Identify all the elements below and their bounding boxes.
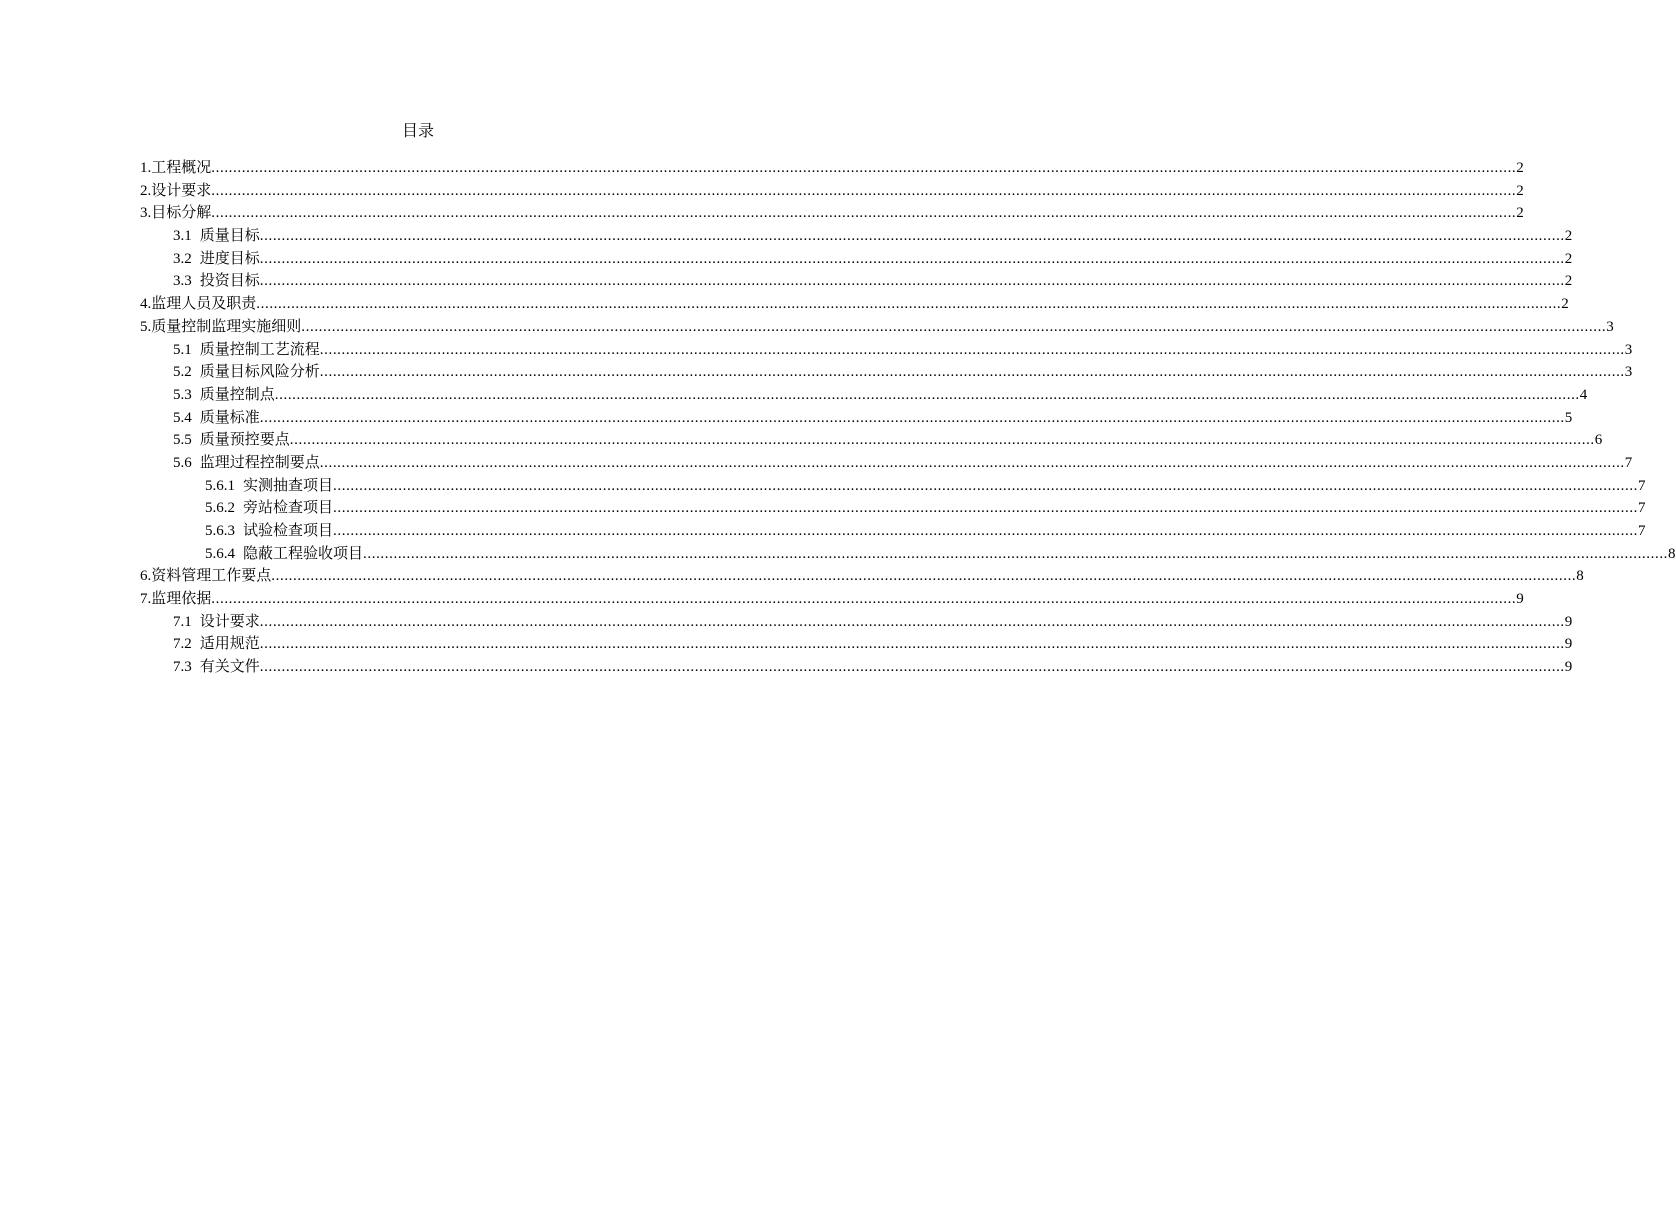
toc-entry[interactable] — [140, 293, 1569, 316]
toc-entry-page-number: 8 — [1576, 568, 1584, 585]
toc-entry-number: 3.1 — [173, 228, 192, 245]
toc-entry[interactable] — [140, 520, 1646, 543]
toc-entry-page-number: 3 — [1606, 318, 1614, 335]
toc-entry-page-number: 7 — [1638, 477, 1646, 494]
toc-entry-title: 质量控制工艺流程 — [199, 341, 320, 358]
toc-entry-title: 监理人员及职责 — [151, 296, 257, 313]
toc-dot-leader: ............................................................................................................................................................................................................................................................................................................ — [259, 250, 1565, 267]
toc-dot-leader: ............................................................................................................................................................................................................................................................................................................ — [301, 318, 1607, 335]
toc-entry[interactable] — [140, 588, 1524, 611]
toc-dot-leader: ............................................................................................................................................................................................................................................................................................................ — [259, 409, 1565, 426]
toc-entry[interactable] — [140, 180, 1524, 203]
toc-dot-leader: ............................................................................................................................................................................................................................................................................................................ — [259, 636, 1565, 653]
toc-entry-page-number: 7 — [1624, 454, 1633, 471]
toc-entry-number: 1. — [140, 160, 152, 176]
toc-entry-page-number: 2 — [1564, 250, 1573, 267]
toc-entry-number: 3.2 — [173, 250, 192, 267]
toc-dot-leader: ............................................................................................................................................................................................................................................................................................................ — [211, 591, 1517, 608]
toc-entry-number: 7. — [140, 591, 152, 608]
toc-entry-title: 投资目标 — [199, 273, 260, 290]
toc-entry[interactable] — [140, 248, 1573, 271]
toc-entry[interactable] — [140, 429, 1603, 452]
toc-entry-title: 质量预控要点 — [199, 432, 290, 449]
toc-entry-number: 3. — [140, 205, 152, 222]
toc-dot-leader: ............................................................................................................................................................................................................................................................................................................ — [259, 613, 1565, 630]
toc-dot-leader: ............................................................................................................................................................................................................................................................................................................ — [271, 568, 1577, 585]
toc-entry[interactable] — [140, 656, 1573, 679]
toc-entry-number: 5.6.1 — [205, 477, 235, 494]
toc-entry-number: 5.6.3 — [205, 523, 235, 539]
toc-entry-number: 5.4 — [173, 409, 192, 426]
toc-entry-page-number: 7 — [1638, 500, 1646, 517]
toc-entry-page-number: 9 — [1564, 613, 1573, 630]
toc-entry-title: 旁站检查项目 — [243, 500, 334, 517]
toc-entry-title: 监理过程控制要点 — [199, 454, 320, 471]
toc-entry-page-number: 5 — [1564, 409, 1573, 426]
toc-dot-leader: ............................................................................................................................................................................................................................................................................................................ — [259, 228, 1565, 245]
toc-entry[interactable] — [140, 633, 1573, 656]
toc-entry-title: 目标分解 — [151, 205, 212, 222]
toc-entry-page-number: 2 — [1564, 228, 1573, 245]
toc-entry-number: 5. — [140, 318, 152, 335]
toc-entry-title: 质量标准 — [199, 409, 260, 426]
toc-dot-leader: ............................................................................................................................................................................................................................................................................................................ — [333, 500, 1639, 517]
toc-entry[interactable] — [140, 407, 1573, 430]
toc-entry-number: 6. — [140, 568, 152, 585]
toc-entry-title: 设计要求 — [199, 613, 260, 630]
toc-entry-page-number: 3 — [1624, 341, 1633, 358]
toc-entry-title: 设计要求 — [151, 182, 212, 199]
toc-entry-number: 7.1 — [173, 613, 192, 630]
toc-entry[interactable] — [140, 384, 1588, 407]
toc-entry-title: 质量目标 — [199, 228, 260, 245]
toc-dot-leader: ............................................................................................................................................................................................................................................................................................................ — [333, 477, 1639, 494]
toc-entry-number: 5.3 — [173, 386, 192, 403]
toc-entry-title: 工程概况 — [151, 160, 212, 176]
toc-entry[interactable] — [140, 157, 1524, 180]
toc-entry-page-number: 2 — [1516, 205, 1524, 222]
toc-entry-number: 5.2 — [173, 364, 192, 381]
toc-entry-title: 资料管理工作要点 — [151, 568, 272, 585]
toc-entry-title: 质量控制监理实施细则 — [151, 318, 302, 335]
toc-entry-title: 质量控制点 — [199, 386, 275, 403]
toc-entry-page-number: 2 — [1516, 182, 1524, 199]
toc-entry-number: 7.2 — [173, 636, 192, 653]
toc-entry[interactable] — [140, 339, 1633, 362]
toc-entry[interactable] — [140, 225, 1573, 248]
toc-entry-page-number: 6 — [1594, 432, 1603, 449]
toc-dot-leader: ............................................................................................................................................................................................................................................................................................................ — [211, 182, 1517, 199]
toc-entry[interactable] — [140, 497, 1646, 520]
toc-entry-title: 质量目标风险分析 — [199, 364, 320, 381]
toc-dot-leader: ............................................................................................................................................................................................................................................................................................................ — [319, 364, 1625, 381]
toc-entry-number: 5.1 — [173, 341, 192, 358]
toc-dot-leader: ............................................................................................................................................................................................................................................................................................................ — [289, 432, 1595, 449]
toc-entry-number: 4. — [140, 296, 152, 313]
toc-entry[interactable] — [140, 270, 1573, 293]
toc-dot-leader: ............................................................................................................................................................................................................................................................................................................ — [319, 341, 1625, 358]
toc-dot-leader: ............................................................................................................................................................................................................................................................................................................ — [259, 273, 1565, 290]
toc-entry-title: 实测抽查项目 — [243, 477, 334, 494]
toc-entry[interactable] — [140, 543, 1676, 566]
toc-dot-leader: ............................................................................................................................................................................................................................................................................................................ — [256, 296, 1562, 313]
toc-entry[interactable] — [140, 452, 1633, 475]
toc-entry-page-number: 2 — [1516, 160, 1524, 176]
toc-entry-title: 试验检查项目 — [243, 523, 334, 539]
toc-entry-number: 5.6 — [173, 454, 192, 471]
toc-entry-title: 隐蔽工程验收项目 — [243, 545, 364, 562]
toc-dot-leader: ............................................................................................................................................................................................................................................................................................................ — [211, 205, 1517, 222]
toc-entry-page-number: 7 — [1638, 523, 1646, 539]
toc-entry-page-number: 2 — [1564, 273, 1573, 290]
toc-title: 目录 — [401, 123, 434, 140]
toc-entry-title: 进度目标 — [199, 250, 260, 267]
toc-entry-title: 有关文件 — [199, 659, 260, 676]
toc-entry-number: 2. — [140, 182, 152, 199]
toc-entry-page-number: 8 — [1668, 545, 1676, 562]
toc-entry-title: 适用规范 — [199, 636, 260, 653]
toc-dot-leader: ............................................................................................................................................................................................................................................................................................................ — [211, 160, 1517, 176]
toc-dot-leader: ............................................................................................................................................................................................................................................................................................................ — [333, 523, 1639, 539]
toc-entry-number: 5.6.4 — [205, 545, 235, 562]
toc-dot-leader: ............................................................................................................................................................................................................................................................................................................ — [274, 386, 1580, 403]
toc-entry-number: 5.6.2 — [205, 500, 235, 517]
toc-dot-leader: ............................................................................................................................................................................................................................................................................................................ — [363, 545, 1669, 562]
toc-entry-page-number: 2 — [1561, 296, 1569, 313]
toc-entry-number: 3.3 — [173, 273, 192, 290]
toc-entry[interactable] — [140, 475, 1646, 498]
toc-entry-page-number: 9 — [1564, 659, 1573, 676]
toc-dot-leader: ............................................................................................................................................................................................................................................................................................................ — [319, 454, 1625, 471]
toc-entry-page-number: 3 — [1624, 364, 1633, 381]
toc-entry-page-number: 9 — [1564, 636, 1573, 653]
toc-entry[interactable] — [140, 202, 1524, 225]
toc-entry[interactable] — [140, 316, 1614, 339]
toc-dot-leader: ............................................................................................................................................................................................................................................................................................................ — [259, 659, 1565, 676]
toc-entry-page-number: 9 — [1516, 591, 1524, 608]
toc-entry[interactable] — [140, 361, 1633, 384]
toc-entry[interactable] — [140, 565, 1584, 588]
toc-entry-page-number: 4 — [1579, 386, 1588, 403]
toc-entry-number: 5.5 — [173, 432, 192, 449]
toc-entry-title: 监理依据 — [151, 591, 212, 608]
table-of-contents — [140, 157, 1676, 679]
toc-entry[interactable] — [140, 611, 1573, 634]
toc-entry-number: 7.3 — [173, 659, 192, 676]
